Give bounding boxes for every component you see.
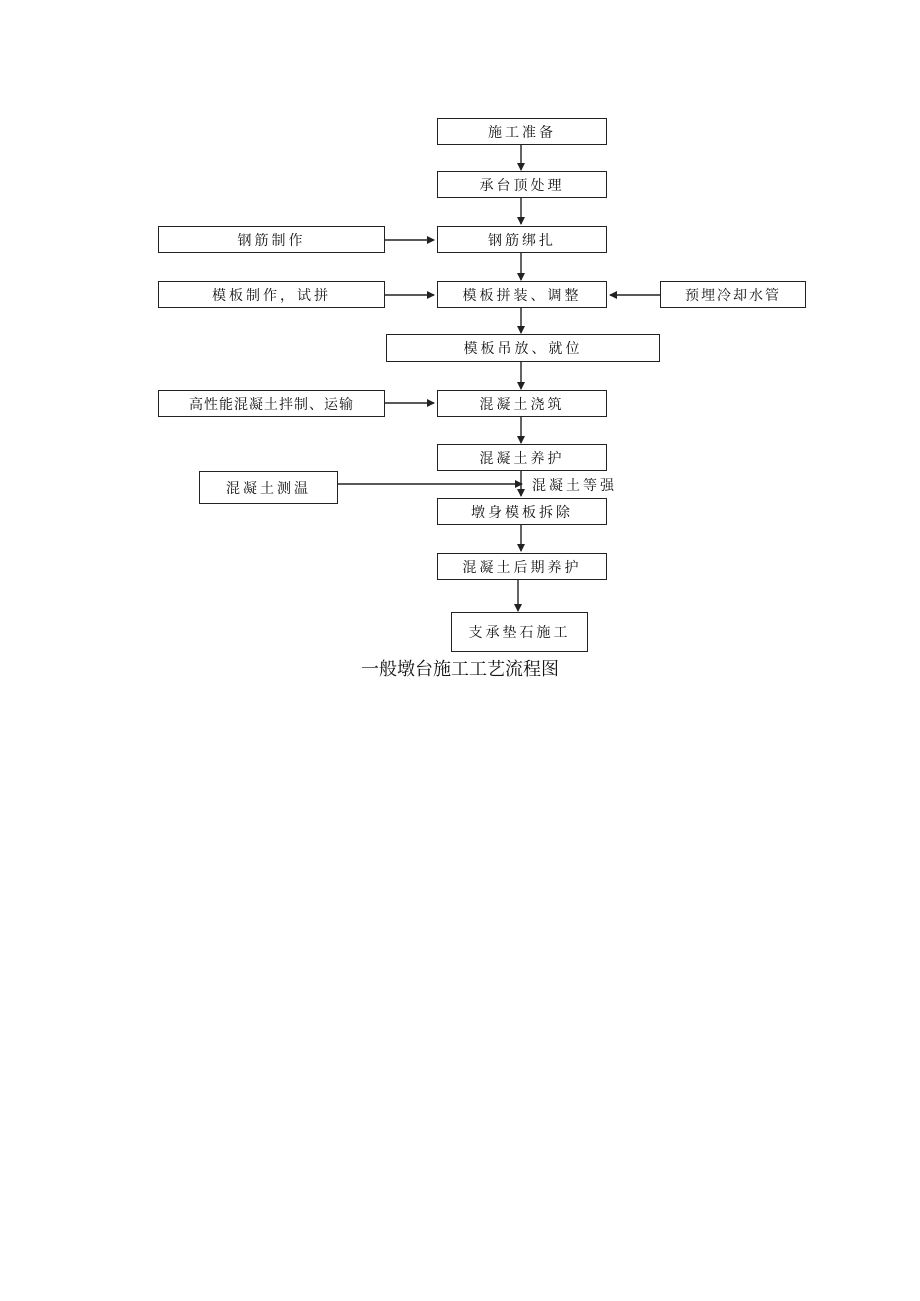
step-concrete-pouring bbox=[437, 390, 607, 417]
input-rebar-fabrication bbox=[158, 226, 385, 253]
input-formwork-fabrication bbox=[158, 281, 385, 308]
input-cooling-pipe bbox=[660, 281, 806, 308]
input-label: 模板制作，试拼 bbox=[212, 287, 331, 304]
step-label: 钢筋绑扎 bbox=[488, 232, 556, 249]
step-late-curing bbox=[437, 553, 607, 580]
step-construction-prep bbox=[437, 118, 607, 145]
strength-gain-label: 混凝土等强 bbox=[532, 478, 617, 494]
figure-caption: 一般墩台施工工艺流程图 bbox=[361, 659, 559, 680]
input-label: 高性能混凝土拌制、运输 bbox=[189, 396, 354, 413]
step-cap-top-treatment bbox=[437, 171, 607, 198]
step-rebar-tying bbox=[437, 226, 607, 253]
step-label: 承台顶处理 bbox=[479, 177, 565, 194]
step-label: 支承垫石施工 bbox=[468, 625, 571, 641]
step-formwork-hoisting bbox=[386, 334, 660, 362]
step-label: 混凝土浇筑 bbox=[479, 396, 565, 413]
step-formwork-removal bbox=[437, 498, 607, 525]
step-label: 墩身模板拆除 bbox=[471, 504, 573, 521]
step-formwork-assembly bbox=[437, 281, 607, 308]
step-label: 模板吊放、就位 bbox=[463, 341, 583, 357]
input-temperature-monitoring bbox=[199, 471, 338, 504]
input-concrete-mixing bbox=[158, 390, 385, 417]
input-label: 钢筋制作 bbox=[237, 232, 306, 249]
step-label: 施工准备 bbox=[488, 124, 556, 141]
step-label: 混凝土养护 bbox=[479, 450, 565, 467]
input-label: 混凝土测温 bbox=[226, 480, 311, 497]
step-label: 混凝土后期养护 bbox=[462, 559, 582, 576]
input-label: 预埋冷却水管 bbox=[685, 287, 781, 304]
step-bearing-pad bbox=[451, 612, 588, 652]
step-concrete-curing bbox=[437, 444, 607, 471]
step-label: 模板拼装、调整 bbox=[462, 287, 582, 304]
